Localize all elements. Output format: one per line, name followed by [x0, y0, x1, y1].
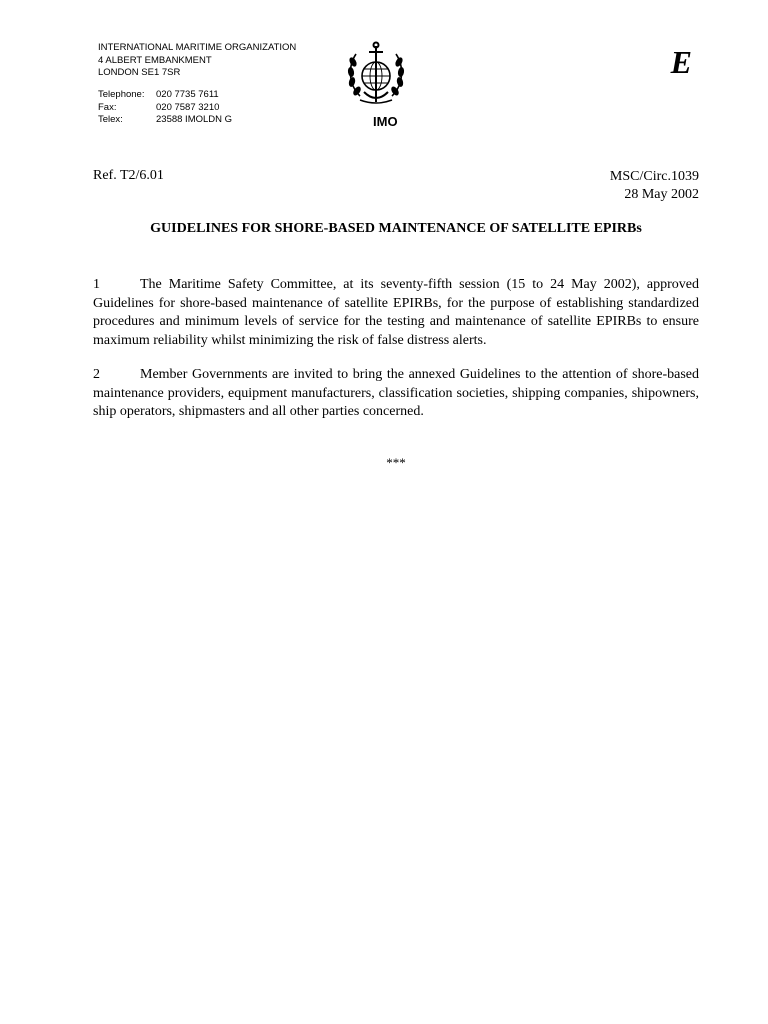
- logo-label: IMO: [373, 114, 398, 129]
- paragraph-2: [93, 366, 699, 422]
- language-indicator: E: [670, 44, 692, 80]
- org-street: 4 ALBERT EMBANKMENT: [98, 54, 212, 66]
- contact-row-telex: [98, 114, 232, 127]
- paragraph-text: Member Governments are invited to bring the annexed Guidelines to the attention of shore-based maintenance providers, equipment manufacturers, classification societies, shipping companies, shipowners, ship operators, shipmasters and all other parties concerned.: [93, 367, 699, 419]
- end-mark: ***: [386, 455, 406, 470]
- circular-date: 28 May 2002: [624, 187, 699, 202]
- paragraph-number: 2: [93, 367, 100, 382]
- contact-label: Telephone:: [98, 89, 145, 100]
- organization-address: [98, 42, 296, 80]
- contact-value: 020 7735 7611: [156, 89, 219, 100]
- contact-block: [98, 89, 232, 127]
- circular-number: MSC/Circ.1039: [609, 169, 699, 184]
- paragraph-text: The Maritime Safety Committee, at its seventy-fifth session (15 to 24 May 2002), approved Guidelines for shore-based maintenance of satellite EPIRBs, for the purpose of establishing standardized procedures and minimum levels of service for the testing and maintenance of satellite EPIRBs to ensure maximum reliability whilst minimizing the risk of false distress alerts.: [93, 277, 699, 348]
- contact-label: Fax:: [98, 101, 117, 113]
- org-city: LONDON SE1 7SR: [98, 67, 181, 78]
- paragraph-1: [93, 276, 699, 350]
- imo-emblem-icon: [346, 40, 406, 108]
- contact-value: 23588 IMOLDN G: [156, 114, 233, 125]
- contact-row-telephone: [98, 89, 232, 102]
- contact-row-fax: [98, 102, 232, 115]
- contact-label: Telex:: [98, 114, 123, 125]
- document-title: GUIDELINES FOR SHORE-BASED MAINTENANCE OF SATELLITE EPIRBs: [150, 221, 642, 236]
- contact-value: 020 7587 3210: [156, 101, 220, 113]
- document-reference: Ref. T2/6.01: [93, 168, 164, 183]
- circular-info: [610, 168, 699, 204]
- paragraph-number: 1: [93, 277, 100, 292]
- org-name: INTERNATIONAL MARITIME ORGANIZATION: [98, 42, 297, 53]
